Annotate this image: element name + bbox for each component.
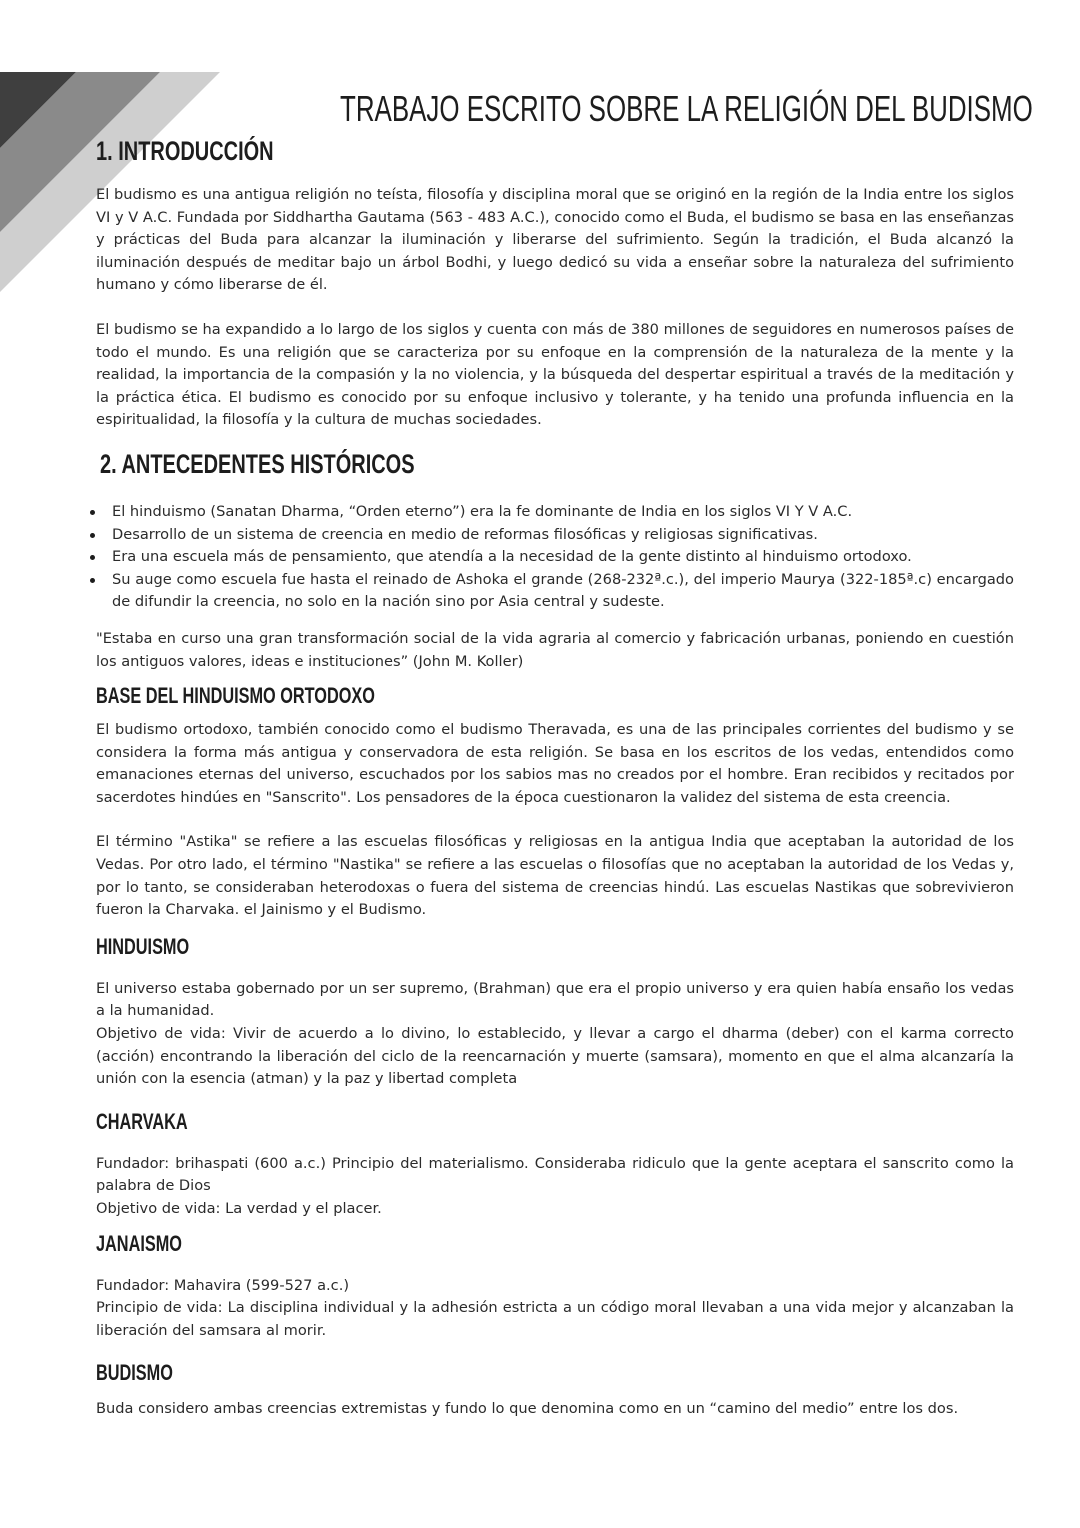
section-introduccion [96,136,1014,432]
janaismo-paragraph-2: Principio de vida: La disciplina individual y la adhesión estricta a un código moral llevaban a una vida mejor y alcanzaban la liberación del samsara al morir. [96,1299,1014,1339]
list-item: Desarrollo de un sistema de creencia en medio de reformas filosóficas y religiosas significativas. [96,524,1014,547]
page-title: TRABAJO ESCRITO SOBRE LA RELIGIÓN DEL BUDISMO [340,88,1033,129]
heading-base-hinduismo: BASE DEL HINDUISMO ORTODOXO [96,683,375,709]
section-antecedentes [96,449,1014,673]
base-paragraph-2: El término "Astika" se refiere a las escuelas filosóficas y religiosas en la antigua India que aceptaban la autoridad de los Vedas. Por otro lado, el término "Nastika" se refiere a las escuelas o filosofías que no aceptaban la autoridad de los Vedas y, por lo tanto, se consideraban heterodoxas o fuera del sistema de creencias hindú. Las escuelas Nastikas que sobrevivieron fueron la Charvaka. el Jainismo y el Budismo. [96,833,1014,919]
heading-charvaka: CHARVAKA [96,1108,188,1134]
intro-paragraph-1: El budismo es una antigua religión no teísta, filosofía y disciplina moral que se originó en la región de la India entre los siglos VI y V A.C. Fundada por Siddhartha Gautama (563 - 483 A.C.), conocido como el Buda, el budismo se basa en las enseñanzas y prácticas del Buda para alcanzar la iluminación y liberarse del sufrimiento. Según la tradición, el Buda alcanzó la iluminación después de meditar bajo un árbol Bodhi, y luego dedicó su vida a enseñar sobre la naturaleza del sufrimiento humano y cómo liberarse de él. [96,186,1014,294]
section-base-hinduismo [96,683,1014,922]
section-budismo [96,1360,1014,1421]
list-item: Era una escuela más de pensamiento, que atendía a la necesidad de la gente distinto al hinduismo ortodoxo. [96,546,1014,569]
section-hinduismo [96,934,1014,1091]
heading-hinduismo: HINDUISMO [96,933,190,959]
hinduismo-paragraph-1: El universo estaba gobernado por un ser supremo, (Brahman) que era el propio universo y era quien había ensaño los vedas a la humanidad. [96,979,1014,1020]
heading-budismo: BUDISMO [96,1360,173,1386]
budismo-paragraph-1: Buda considero ambas creencias extremistas y fundo lo que denomina como en un “camino del medio” entre los dos. [96,1400,959,1418]
charvaka-paragraph-1: Fundador: brihaspati (600 a.c.) Principio del materialismo. Consideraba ridiculo que la gente aceptara el sanscrito como la palabra de Dios [96,1154,1014,1195]
intro-paragraph-2: El budismo se ha expandido a lo largo de los siglos y cuenta con más de 380 millones de seguidores en numerosos países de todo el mundo. Es una religión que se caracteriza por su enfoque en la comprensión de la naturaleza de la mente y la realidad, la importancia de la compasión y la no violencia, y la búsqueda del despertar espiritual a través de la meditación y la práctica ética. El budismo es conocido por su enfoque inclusivo y tolerante, y ha tenido una profunda influencia en la espiritualidad, la filosofía y la cultura de muchas sociedades. [96,320,1014,429]
list-item: Su auge como escuela fue hasta el reinado de Ashoka el grande (268-232ª.c.), del imperio Maurya (322-185ª.c) encargado de difundir la creencia, no solo en la nación sino por Asia central y sudeste. [96,569,1014,614]
section-charvaka [96,1109,1014,1221]
document-body [96,136,1014,1421]
heading-antecedentes: 2. ANTECEDENTES HISTÓRICOS [100,448,415,479]
antecedentes-list [96,501,1014,614]
charvaka-paragraph-2: Objetivo de vida: La verdad y el placer. [96,1200,382,1217]
koller-quote: "Estaba en curso una gran transformación social de la vida agraria al comercio y fabricación urbanas, poniendo en cuestión los antiguos valores, ideas e instituciones” (John M. Koller) [96,629,1014,670]
base-paragraph-1: El budismo ortodoxo, también conocido como el budismo Theravada, es una de las principales corrientes del budismo y se considera la forma más antigua y conservadora de esta religión. Se basa en los escritos de los vedas, entendidos como emanaciones eternas del universo, escuchados por los sabios mas no creados por el hombre. Eran recibidos y recitados por sacerdotes hindúes en "Sanscrito". Los pensadores de la época cuestionaron la validez del sistema de esta creencia. [96,721,1014,806]
janaismo-paragraph-1: Fundador: Mahavira (599-527 a.c.) [96,1276,350,1294]
list-item: El hinduismo (Sanatan Dharma, “Orden eterno”) era la fe dominante de India en los siglos VI Y V A.C. [96,501,1014,524]
section-janaismo [96,1231,1014,1343]
hinduismo-paragraph-2: Objetivo de vida: Vivir de acuerdo a lo divino, lo establecido, y llevar a cargo el dharma (deber) con el karma correcto (acción) encontrando la liberación del ciclo de la reencarnación y muerte (samsara), momento en que el alma alcanzaría la unión con la esencia (atman) y la paz y libertad completa [96,1025,1014,1088]
heading-janaismo: JANAISMO [96,1230,182,1256]
heading-introduccion: 1. INTRODUCCIÓN [96,136,274,166]
